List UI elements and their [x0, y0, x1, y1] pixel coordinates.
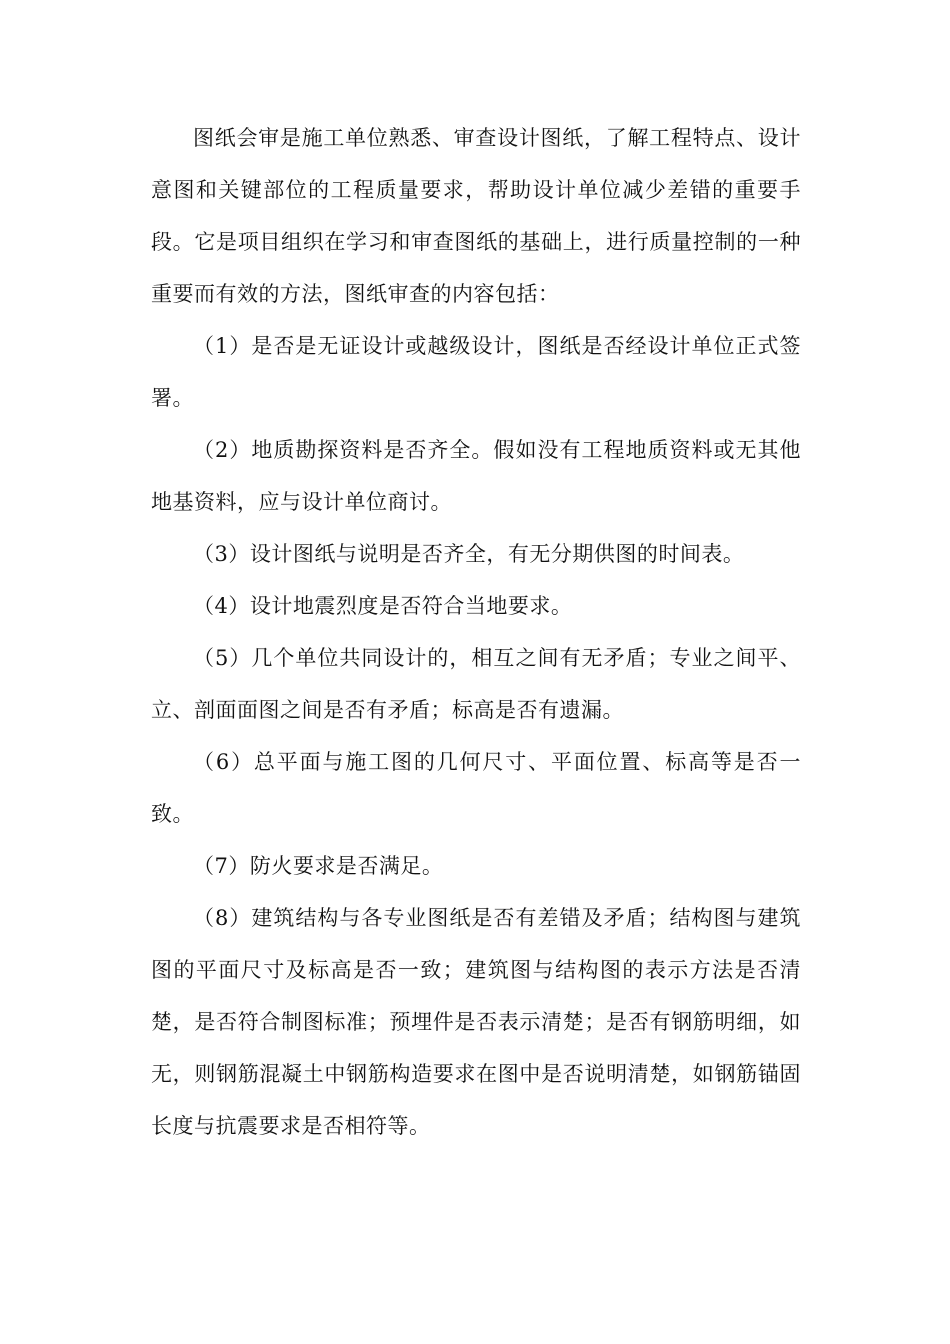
list-item-6: （6）总平面与施工图的几何尺寸、平面位置、标高等是否一致。	[151, 750, 801, 826]
list-item-5: （5）几个单位共同设计的，相互之间有无矛盾；专业之间平、立、剖面面图之间是否有矛盾；标高是否有遗漏。	[151, 646, 801, 722]
intro-paragraph: 图纸会审是施工单位熟悉、审查设计图纸，了解工程特点、设计意图和关键部位的工程质量要求，帮助设计单位减少差错的重要手段。它是项目组织在学习和审查图纸的基础上，进行质量控制的一种重要而有效的方法，图纸审查的内容包括：	[151, 126, 801, 306]
document-body	[151, 112, 801, 1152]
list-item-7: （7）防火要求是否满足。	[193, 854, 444, 878]
list-item-8: （8）建筑结构与各专业图纸是否有差错及矛盾；结构图与建筑图的平面尺寸及标高是否一致；建筑图与结构图的表示方法是否清楚，是否符合制图标准；预埋件是否表示清楚；是否有钢筋明细，如无，则钢筋混凝土中钢筋构造要求在图中是否说明清楚，如钢筋锚固长度与抗震要求是否相符等。	[151, 906, 801, 1138]
list-item-4: （4）设计地震烈度是否符合当地要求。	[193, 594, 573, 618]
list-item-1: （1）是否是无证设计或越级设计，图纸是否经设计单位正式签署。	[151, 334, 801, 410]
list-item-2: （2）地质勘探资料是否齐全。假如没有工程地质资料或无其他地基资料，应与设计单位商讨。	[151, 438, 801, 514]
list-item-3: （3）设计图纸与说明是否齐全，有无分期供图的时间表。	[193, 542, 745, 566]
